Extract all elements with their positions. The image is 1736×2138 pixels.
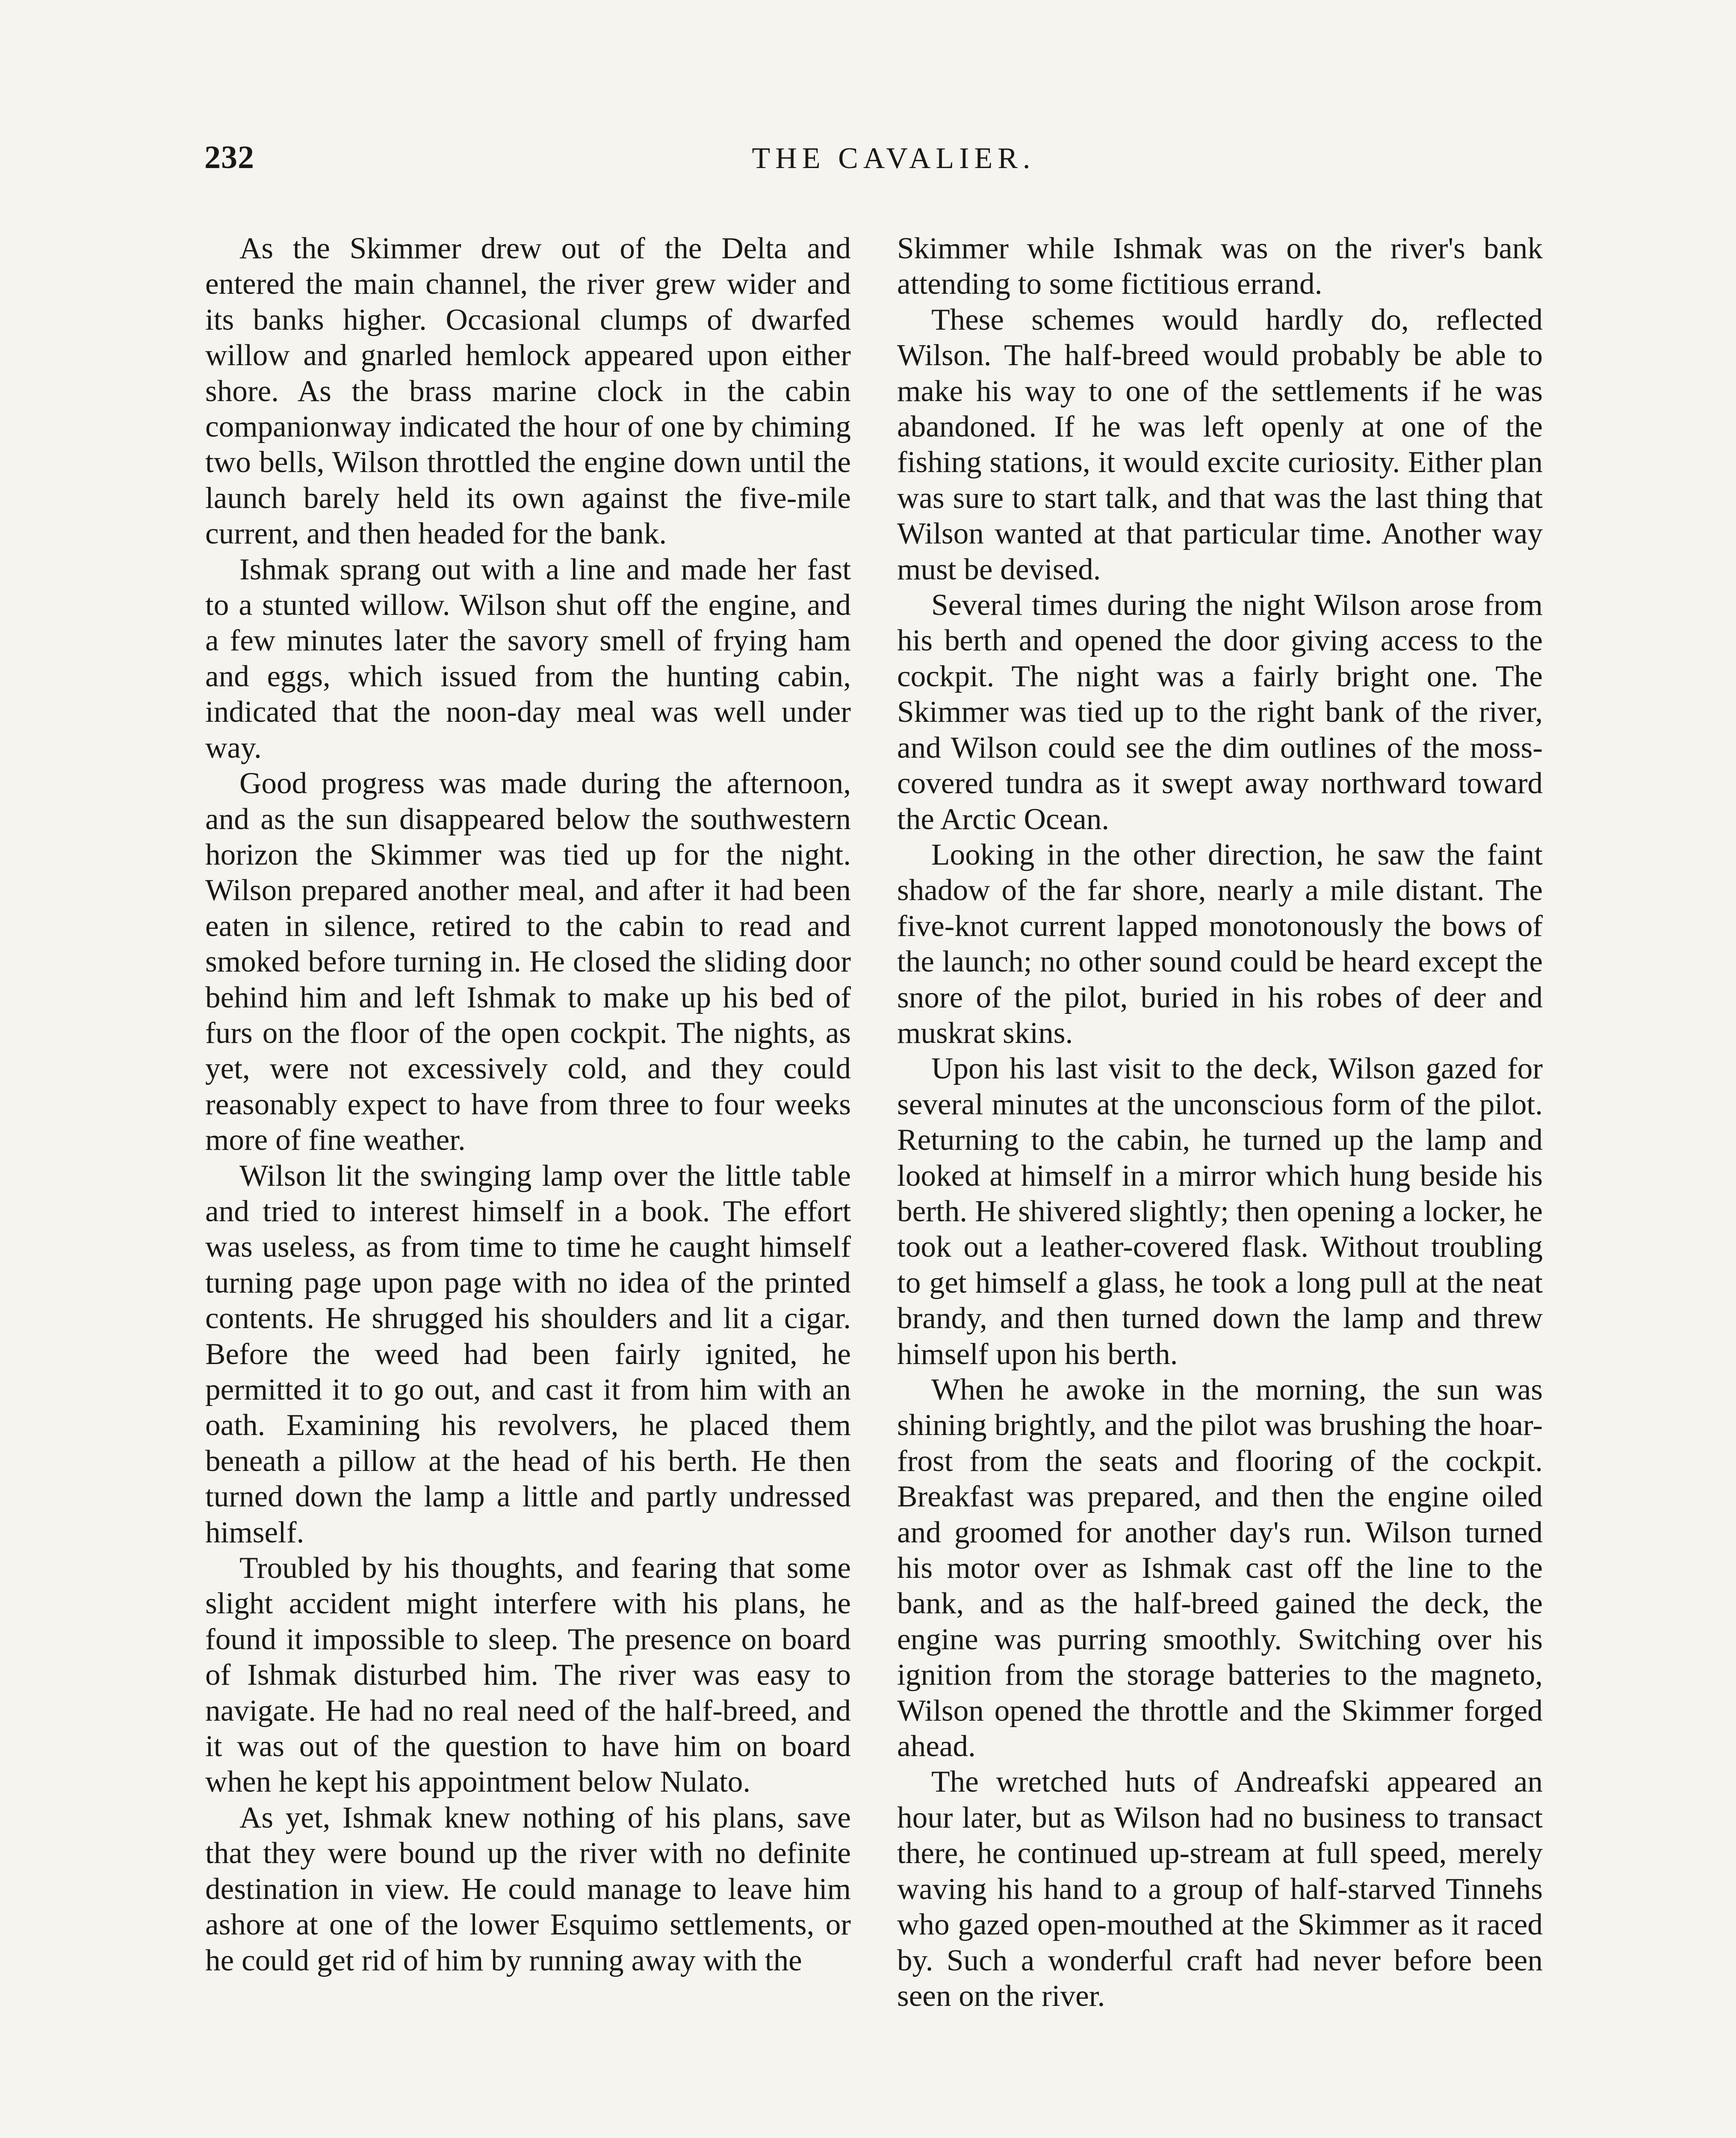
page-number: 232 <box>204 139 254 175</box>
paragraph: These schemes would hardly do, reflected Wilson. The half-breed would probably be able to make his way to one of the settlements if he was abandoned. If he was left openly at one of the fishing stations, it would excite curiosity. Either plan was sure to start talk, and that was the last thing that Wilson wanted at that particular time. Another way must be devised. <box>897 303 1543 586</box>
right-text-column <box>897 231 1543 2014</box>
running-title: THE CAVALIER. <box>752 142 1036 175</box>
paragraph: As the Skimmer drew out of the Delta and entered the main channel, the river grew wider and its banks higher. Occasional clumps of dwarfed willow and gnarled hemlock appeared upon either shore. As the brass marine clock in the cabin companionway indicated the hour of one by chiming two bells, Wilson throttled the engine down until the launch barely held its own against the five-mile current, and then headed for the bank. <box>205 232 851 551</box>
continued-paragraph: Skimmer while Ishmak was on the river's bank attending to some fictitious errand. <box>897 232 1543 301</box>
paragraph: Looking in the other direction, he saw the faint shadow of the far shore, nearly a mile distant. The five-knot current lapped monotonously the bows of the launch; no other sound could be heard except the snore of the pilot, buried in his robes of deer and muskrat skins. <box>897 838 1543 1050</box>
paragraph: Good progress was made during the afternoon, and as the sun disappeared below the southwestern horizon the Skimmer was tied up for the night. Wilson prepared another meal, and after it had been eaten in silence, retired to the cabin to read and smoked before turning in. He closed the sliding door behind him and left Ishmak to make up his bed of furs on the floor of the open cockpit. The nights, as yet, were not excessively cold, and they could reasonably expect to have from three to four weeks more of fine weather. <box>205 767 851 1157</box>
paragraph: When he awoke in the morning, the sun was shining brightly, and the pilot was brushing the hoar-frost from the seats and flooring of the cockpit. Breakfast was prepared, and then the engine oiled and groomed for another day's run. Wilson turned his motor over as Ishmak cast off the line to the bank, and as the half-breed gained the deck, the engine was purring smoothly. Switching over his ignition from the storage batteries to the magneto, Wilson opened the throttle and the Skimmer forged ahead. <box>897 1373 1543 1763</box>
paragraph: Upon his last visit to the deck, Wilson gazed for several minutes at the unconscious form of the pilot. Returning to the cabin, he turned up the lamp and looked at himself in a mirror which hung beside his berth. He shivered slightly; then opening a locker, he took out a leather-covered flask. Without troubling to get himself a glass, he took a long pull at the neat brandy, and then turned down the lamp and threw himself upon his berth. <box>897 1052 1543 1371</box>
paragraph: The wretched huts of Andreafski appeared an hour later, but as Wilson had no business to transact there, he continued up-stream at full speed, merely waving his hand to a group of half-starved Tinnehs who gazed open-mouthed at the Skimmer as it raced by. Such a wonderful craft had never before been seen on the river. <box>897 1765 1543 2013</box>
paragraph: Ishmak sprang out with a line and made her fast to a stunted willow. Wilson shut off the engine, and a few minutes later the savory smell of frying ham and eggs, which issued from the hunting cabin, indicated that the noon-day meal was well under way. <box>205 552 851 765</box>
paragraph: Several times during the night Wilson arose from his berth and opened the door giving access to the cockpit. The night was a fairly bright one. The Skimmer was tied up to the right bank of the river, and Wilson could see the dim outlines of the moss-covered tundra as it swept away northward toward the Arctic Ocean. <box>897 588 1543 836</box>
paragraph: Wilson lit the swinging lamp over the little table and tried to interest himself in a book. The effort was useless, as from time to time he caught himself turning page upon page with no idea of the printed contents. He shrugged his shoulders and lit a cigar. Before the weed had been fairly ignited, he permitted it to go out, and cast it from him with an oath. Examining his revolvers, he placed them beneath a pillow at the head of his berth. He then turned down the lamp a little and partly undressed himself. <box>205 1159 851 1549</box>
paragraph: As yet, Ishmak knew nothing of his plans, save that they were bound up the river with no definite destination in view. He could manage to leave him ashore at one of the lower Esquimo settlements, or he could get rid of him by running away with the <box>205 1801 851 1977</box>
paragraph: Troubled by his thoughts, and fearing that some slight accident might interfere with his plans, he found it impossible to sleep. The presence on board of Ishmak disturbed him. The river was easy to navigate. He had no real need of the half-breed, and it was out of the question to have him on board when he kept his appointment below Nulato. <box>205 1551 851 1799</box>
left-text-column <box>205 231 851 1979</box>
